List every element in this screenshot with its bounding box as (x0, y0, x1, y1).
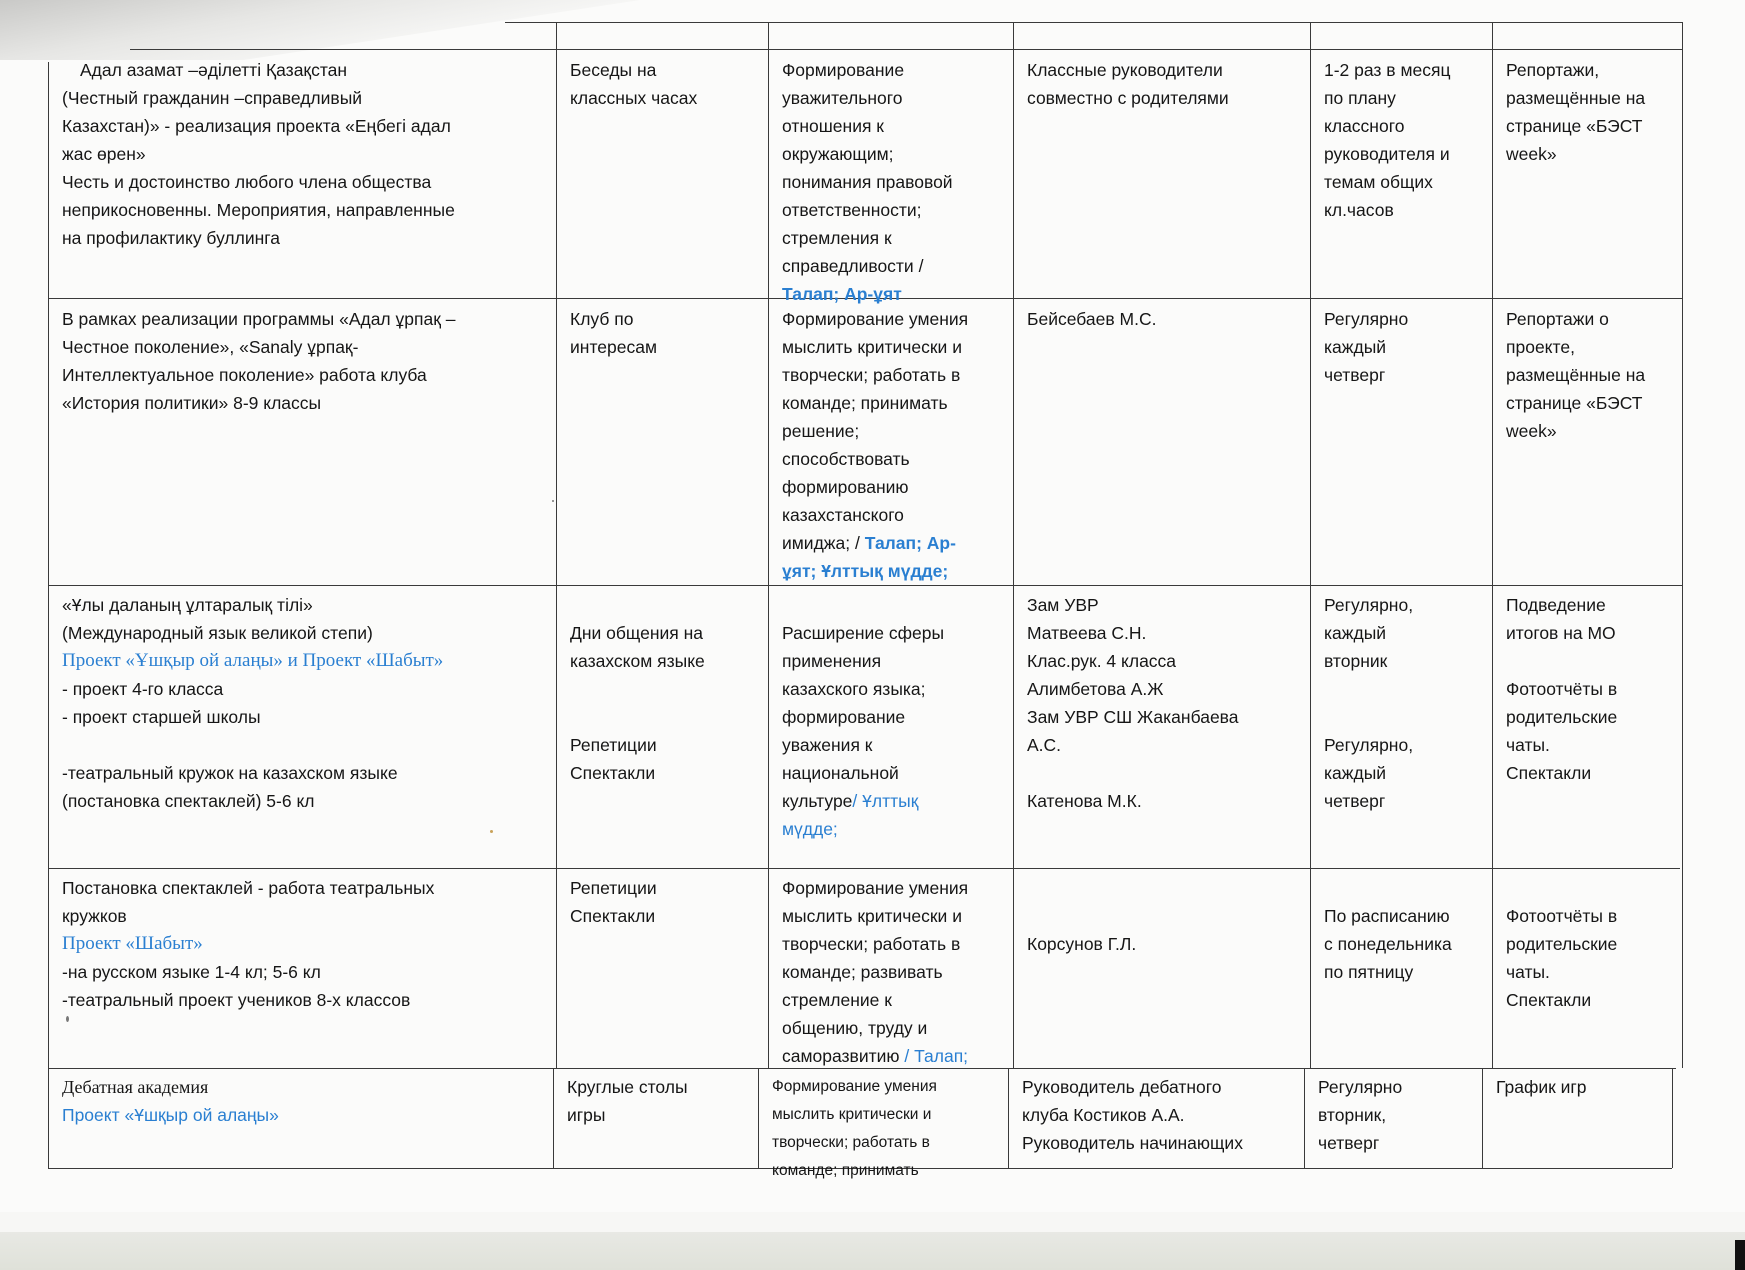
goal-line: мыслить критически и (772, 1106, 932, 1123)
event-line: Честь и достоинство любого члена общества (62, 172, 432, 192)
cell-goals (772, 1073, 1007, 1185)
cell-result (1506, 874, 1678, 1014)
goal-line: мыслить критически и (782, 906, 962, 926)
form-line: Спектакли (570, 906, 656, 926)
cell-goals (782, 56, 1017, 308)
goal-line: применения (782, 651, 882, 671)
event-line: на профилактику буллинга (62, 228, 281, 248)
row-divider (48, 868, 1680, 869)
value-tag: / Талап; (904, 1046, 969, 1066)
form-line (570, 591, 760, 619)
goal-line: национальной (782, 763, 899, 783)
cell-event (62, 874, 552, 1014)
goal-line: уважения к (782, 735, 873, 755)
timing-line: четверг (1318, 1133, 1380, 1153)
result-line: Фотоотчёты в (1506, 679, 1618, 699)
event-line: «История политики» 8-9 классы (62, 393, 322, 413)
result-line: итогов на МО (1506, 623, 1616, 643)
form-line: Дни общения на (570, 623, 704, 643)
table-border-top (505, 22, 1682, 23)
responsible-line (1027, 759, 1317, 787)
cell-timing (1318, 1073, 1493, 1157)
goal-line: способствовать (782, 449, 910, 469)
goal-line: культуре (782, 791, 853, 811)
cell-result (1496, 1073, 1668, 1101)
result-line: родительские (1506, 707, 1618, 727)
event-line: - проект 4-го класса (62, 679, 224, 699)
event-line: неприкосновенны. Мероприятия, направленные (62, 200, 455, 220)
goal-line: Формирование умения (772, 1078, 937, 1095)
goal-line: понимания правовой (782, 172, 953, 192)
responsible-line: Алимбетова А.Ж (1027, 679, 1164, 699)
event-line: (Честный гражданин –справедливый (62, 88, 363, 108)
goal-line: команде; принимать (772, 1162, 919, 1179)
goal-line: отношения к (782, 116, 884, 136)
table-border-left (48, 62, 49, 1168)
responsible-line: Руководитель дебатного (1022, 1077, 1222, 1097)
form-line: классных часах (570, 88, 698, 108)
result-line: Спектакли (1506, 763, 1592, 783)
cell-goals (782, 874, 1017, 1070)
form-line: Круглые столы (567, 1077, 688, 1097)
cell-timing (1324, 874, 1499, 986)
value-tag: мүдде; (782, 819, 838, 839)
event-line: Казахстан)» - реализация проекта «Еңбегі адал (62, 116, 451, 136)
column-divider (553, 1068, 554, 1168)
goal-line: формирование (782, 707, 906, 727)
responsible-line: Катенова М.К. (1027, 791, 1142, 811)
project-name: Проект «Ұшқыр ой алаңы» и Проект «Шабыт» (62, 650, 444, 671)
event-line: -театральный проект учеников 8-х классов (62, 990, 411, 1010)
table-border-right (1672, 1068, 1673, 1168)
result-line: Фотоотчёты в (1506, 906, 1618, 926)
timing-line: 1-2 раз в месяц (1324, 60, 1451, 80)
event-line: Дебатная академия (62, 1077, 209, 1097)
row-divider (48, 585, 1682, 586)
timing-line: четверг (1324, 791, 1386, 811)
timing-line: четверг (1324, 365, 1386, 385)
responsible-line: Бейсебаев М.С. (1027, 309, 1157, 329)
result-line: размещённые на (1506, 365, 1646, 385)
value-tag: / Ұлттық (852, 791, 919, 811)
result-line: родительские (1506, 934, 1618, 954)
cell-event (62, 591, 552, 815)
result-line: чаты. (1506, 962, 1550, 982)
event-line: (постановка спектаклей) 5-6 кл (62, 791, 315, 811)
column-divider (758, 1068, 759, 1168)
column-divider (768, 22, 769, 1068)
responsible-line: клуба Костиков А.А. (1022, 1105, 1185, 1125)
responsible-line: Зам УВР СШ Жаканбаева (1027, 707, 1239, 727)
goal-line: стремление к (782, 990, 892, 1010)
event-line: Честное поколение», «Sanaly ұрпақ- (62, 337, 359, 357)
cell-responsible (1027, 56, 1317, 112)
goal-line: справедливости / (782, 256, 924, 276)
event-line: -на русском языке 1-4 кл; 5-6 кл (62, 962, 321, 982)
cell-goals (782, 305, 1017, 585)
timing-line: Регулярно, (1324, 595, 1414, 615)
timing-line: классного (1324, 116, 1405, 136)
cell-timing (1324, 305, 1499, 389)
responsible-line (1027, 874, 1317, 902)
event-line: - проект старшей школы (62, 707, 261, 727)
event-line: Адал азамат –әділетті Қазақстан (80, 60, 348, 80)
event-line (62, 731, 552, 759)
goal-line: Расширение сферы (782, 623, 945, 643)
cell-responsible (1027, 591, 1317, 815)
form-line: игры (567, 1105, 606, 1125)
responsible-line: Матвеева С.Н. (1027, 623, 1147, 643)
goal-line: ответственности; (782, 200, 922, 220)
result-line (1506, 647, 1678, 675)
cell-form (570, 874, 760, 930)
cell-form (570, 305, 760, 361)
result-line: week» (1506, 421, 1557, 441)
responsible-line: Руководитель начинающих (1022, 1133, 1243, 1153)
cell-event (62, 305, 552, 417)
result-line: Спектакли (1506, 990, 1592, 1010)
cell-form (570, 591, 760, 787)
event-line: Постановка спектаклей - работа театральных (62, 878, 435, 898)
goal-line: творчески; работать в (782, 365, 961, 385)
responsible-line: А.С. (1027, 735, 1062, 755)
form-line: Спектакли (570, 763, 656, 783)
scanner-edge-mark (1735, 1240, 1745, 1270)
timing-line: Регулярно, (1324, 735, 1414, 755)
goal-line: творчески; работать в (772, 1134, 930, 1151)
event-line: -театральный кружок на казахском языке (62, 763, 398, 783)
result-line: График игр (1496, 1077, 1587, 1097)
event-line: «Ұлы даланың ұлтаралық тілі» (62, 595, 313, 615)
result-line (1506, 874, 1678, 902)
timing-line: Регулярно (1318, 1077, 1403, 1097)
result-line: Репортажи, (1506, 60, 1600, 80)
timing-line (1324, 675, 1499, 703)
event-line: кружков (62, 906, 127, 926)
timing-line: каждый (1324, 763, 1387, 783)
cell-event (62, 56, 552, 252)
cell-timing (1324, 56, 1499, 224)
form-line: Репетиции (570, 735, 657, 755)
cell-result (1506, 305, 1678, 445)
timing-line: руководителя и (1324, 144, 1450, 164)
responsible-line: Клас.рук. 4 класса (1027, 651, 1177, 671)
goal-line: стремления к (782, 228, 892, 248)
result-line: Репортажи о (1506, 309, 1609, 329)
timing-line: с понедельника (1324, 934, 1452, 954)
result-line: странице «БЭСТ (1506, 116, 1643, 136)
goal-line: решение; (782, 421, 860, 441)
goal-line: команде; принимать (782, 393, 948, 413)
form-line (570, 675, 760, 703)
goal-line: казахского языка; (782, 679, 926, 699)
goal-line: саморазвитию (782, 1046, 905, 1066)
column-divider (1008, 1068, 1009, 1168)
result-line: week» (1506, 144, 1557, 164)
event-line: (Международный язык великой степи) (62, 623, 373, 643)
goal-line: казахстанского (782, 505, 904, 525)
scan-speck (490, 830, 493, 833)
cell-responsible (1027, 305, 1317, 333)
goal-line: окружающим; (782, 144, 894, 164)
form-line: казахском языке (570, 651, 705, 671)
timing-line: Регулярно (1324, 309, 1409, 329)
timing-line: кл.часов (1324, 200, 1394, 220)
event-line: Интеллектуальное поколение» работа клуба (62, 365, 427, 385)
scan-speck (66, 1016, 69, 1022)
goal-line: Формирование умения (782, 878, 969, 898)
form-line: Беседы на (570, 60, 657, 80)
responsible-line: Корсунов Г.Л. (1027, 934, 1137, 954)
event-line: жас өрен» (62, 144, 146, 164)
value-tag: Талап; Ар-ұят (782, 284, 902, 304)
goal-line (782, 591, 1017, 619)
form-line: Клуб по (570, 309, 634, 329)
result-line: странице «БЭСТ (1506, 393, 1643, 413)
value-tag: ұят; Ұлттық мүдде; (782, 561, 949, 581)
cell-form (570, 56, 760, 112)
form-line: Репетиции (570, 878, 657, 898)
cell-timing (1324, 591, 1499, 815)
result-line: проекте, (1506, 337, 1575, 357)
goal-line: команде; развивать (782, 962, 943, 982)
form-line (570, 703, 760, 731)
goal-line: Формирование умения (782, 309, 969, 329)
cell-goals (782, 591, 1017, 843)
timing-line: вторник (1324, 651, 1388, 671)
column-divider (556, 22, 557, 1068)
cell-responsible (1022, 1073, 1312, 1157)
page-fold-shadow (0, 0, 640, 60)
timing-line: вторник, (1318, 1105, 1387, 1125)
result-line: размещённые на (1506, 88, 1646, 108)
goal-line: уважительного (782, 88, 903, 108)
cell-responsible (1027, 874, 1317, 958)
timing-line (1324, 874, 1499, 902)
timing-line: по пятницу (1324, 962, 1414, 982)
timing-line: каждый (1324, 337, 1387, 357)
responsible-line: Классные руководители (1027, 60, 1223, 80)
project-name: Проект «Ұшқыр ой алаңы» (62, 1105, 279, 1125)
cell-result (1506, 56, 1678, 168)
table-border-right (1682, 22, 1683, 1068)
event-line: В рамках реализации программы «Адал ұрпақ – (62, 309, 456, 329)
scan-speck (552, 500, 554, 502)
timing-line: По расписанию (1324, 906, 1450, 926)
cell-event (62, 1073, 552, 1129)
goal-line: мыслить критически и (782, 337, 962, 357)
responsible-line: совместно с родителями (1027, 88, 1229, 108)
timing-line: каждый (1324, 623, 1387, 643)
timing-line: темам общих (1324, 172, 1433, 192)
result-line: Подведение (1506, 595, 1606, 615)
goal-line: имиджа; / (782, 533, 865, 553)
goal-line: общению, труду и (782, 1018, 928, 1038)
responsible-line (1027, 902, 1317, 930)
form-line: интересам (570, 337, 657, 357)
scanner-edge (0, 1232, 1745, 1270)
table-border-header (130, 49, 1682, 50)
timing-line (1324, 703, 1499, 731)
result-line: чаты. (1506, 735, 1550, 755)
cell-form (567, 1073, 757, 1129)
cell-result (1506, 591, 1678, 787)
responsible-line: Зам УВР (1027, 595, 1099, 615)
goal-line: творчески; работать в (782, 934, 961, 954)
goal-line: формированию (782, 477, 909, 497)
project-name: Проект «Шабыт» (62, 933, 203, 954)
value-tag: Талап; Ар- (864, 533, 956, 553)
timing-line: по плану (1324, 88, 1396, 108)
goal-line: Формирование (782, 60, 905, 80)
